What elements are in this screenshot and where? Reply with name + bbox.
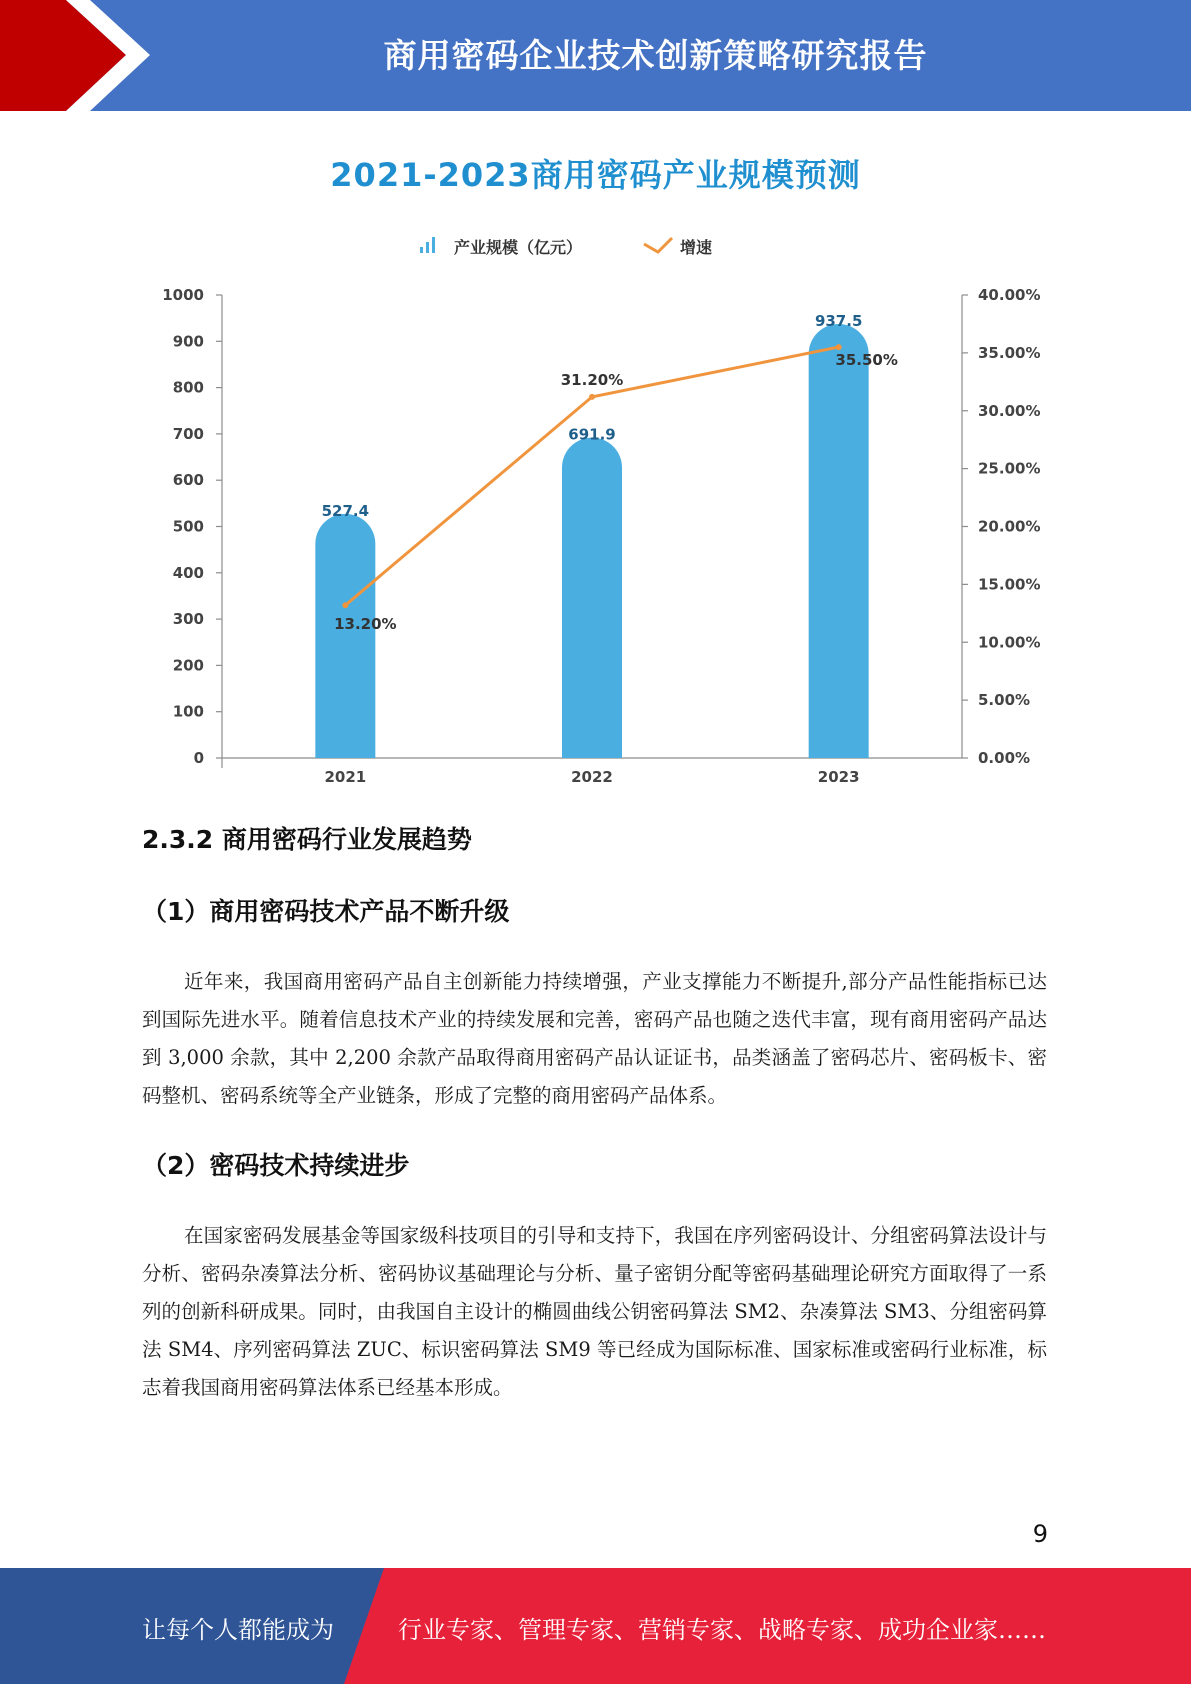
right-tick-label: 10.00% xyxy=(978,633,1041,652)
subsection-heading-2: （2）密码技术持续进步 xyxy=(142,1151,410,1180)
legend-line-icon xyxy=(644,238,672,252)
legend-line-label: 增速 xyxy=(680,238,713,257)
left-tick-label: 1000 xyxy=(162,286,204,304)
bar-2021 xyxy=(315,514,375,758)
legend-bar-label: 产业规模（亿元） xyxy=(454,238,583,257)
growth-value-label: 13.20% xyxy=(334,615,397,634)
left-tick-label: 500 xyxy=(172,517,204,536)
chart-legend xyxy=(420,237,712,257)
right-tick-label: 40.00% xyxy=(978,286,1041,304)
header-arrow-decoration xyxy=(0,0,160,111)
chart-title: 2021-2023商用密码产业规模预测 xyxy=(330,156,861,194)
page-header xyxy=(0,0,1191,111)
right-tick-label: 15.00% xyxy=(978,575,1041,594)
bar-2023 xyxy=(809,324,869,758)
right-tick-label: 25.00% xyxy=(978,459,1041,478)
left-tick-label: 400 xyxy=(172,563,204,582)
growth-value-label: 31.20% xyxy=(560,370,624,389)
x-tick-label: 2021 xyxy=(324,768,367,786)
right-tick-label: 5.00% xyxy=(978,691,1031,710)
legend-bar-icon xyxy=(420,247,423,253)
footer-slogan-right: 行业专家、管理专家、营销专家、战略专家、成功企业家…… xyxy=(398,1616,1046,1644)
growth-point-2021 xyxy=(342,602,348,608)
combo-chart xyxy=(0,220,1191,800)
page-number: 9 xyxy=(1032,1520,1048,1548)
right-tick-label: 20.00% xyxy=(978,517,1041,536)
section-heading: 2.3.2 商用密码行业发展趋势 xyxy=(142,825,472,854)
x-tick-label: 2023 xyxy=(817,768,860,786)
growth-point-2023 xyxy=(836,344,842,350)
left-tick-label: 200 xyxy=(172,656,204,675)
bar-value-label: 691.9 xyxy=(568,425,616,444)
left-tick-label: 0 xyxy=(193,749,204,767)
left-tick-label: 300 xyxy=(172,610,204,629)
left-tick-label: 800 xyxy=(172,378,204,397)
header-title: 商用密码企业技术创新策略研究报告 xyxy=(383,36,928,75)
bar-value-label: 937.5 xyxy=(814,311,863,330)
subsection-heading-1: （1）商用密码技术产品不断升级 xyxy=(142,897,510,926)
left-tick-label: 600 xyxy=(172,471,204,490)
growth-point-2022 xyxy=(589,394,595,400)
paragraph-2: 在国家密码发展基金等国家级科技项目的引导和支持下，我国在序列密码设计、分组密码算法设计与分析、密码杂凑算法分析、密码协议基础理论与分析、量子密钥分配等密码基础理论研究方面取得了一系列的创新科研成果。同时，由我国自主设计的椭圆曲线公钥密码算法 SM2、杂凑算法 SM3、分组密码算法 SM4、序列密码算法 ZUC、标识密码算法 SM9 等已经成为国际标准、国家标准或密码行业标准，标志着我国商用密码算法体系已经基本形成。 xyxy=(142,1224,1047,1399)
page-footer xyxy=(0,1568,1191,1684)
bar-2022 xyxy=(562,438,622,758)
left-tick-label: 100 xyxy=(172,702,204,721)
legend-bar-icon xyxy=(426,242,429,253)
right-tick-label: 30.00% xyxy=(978,401,1041,420)
growth-value-label: 35.50% xyxy=(835,351,898,370)
right-tick-label: 35.00% xyxy=(978,343,1041,362)
legend-bar-icon xyxy=(432,237,435,253)
paragraph-1: 近年来，我国商用密码产品自主创新能力持续增强，产业支撑能力不断提升,部分产品性能指标已达到国际先进水平。随着信息技术产业的持续发展和完善，密码产品也随之迭代丰富，现有商用密码产品达到 3,000 余款，其中 2,200 余款产品取得商用密码产品认证证书，品类涵盖了密码芯片、密码板卡、密码整机、密码系统等全产业链条，形成了完整的商用密码产品体系。 xyxy=(142,970,1047,1107)
left-tick-label: 700 xyxy=(172,424,204,443)
footer-slogan-left: 让每个人都能成为 xyxy=(142,1616,334,1644)
left-tick-label: 900 xyxy=(172,332,204,351)
right-tick-label: 0.00% xyxy=(978,749,1031,767)
bar-value-label: 527.4 xyxy=(321,501,370,520)
x-tick-label: 2022 xyxy=(571,768,613,786)
